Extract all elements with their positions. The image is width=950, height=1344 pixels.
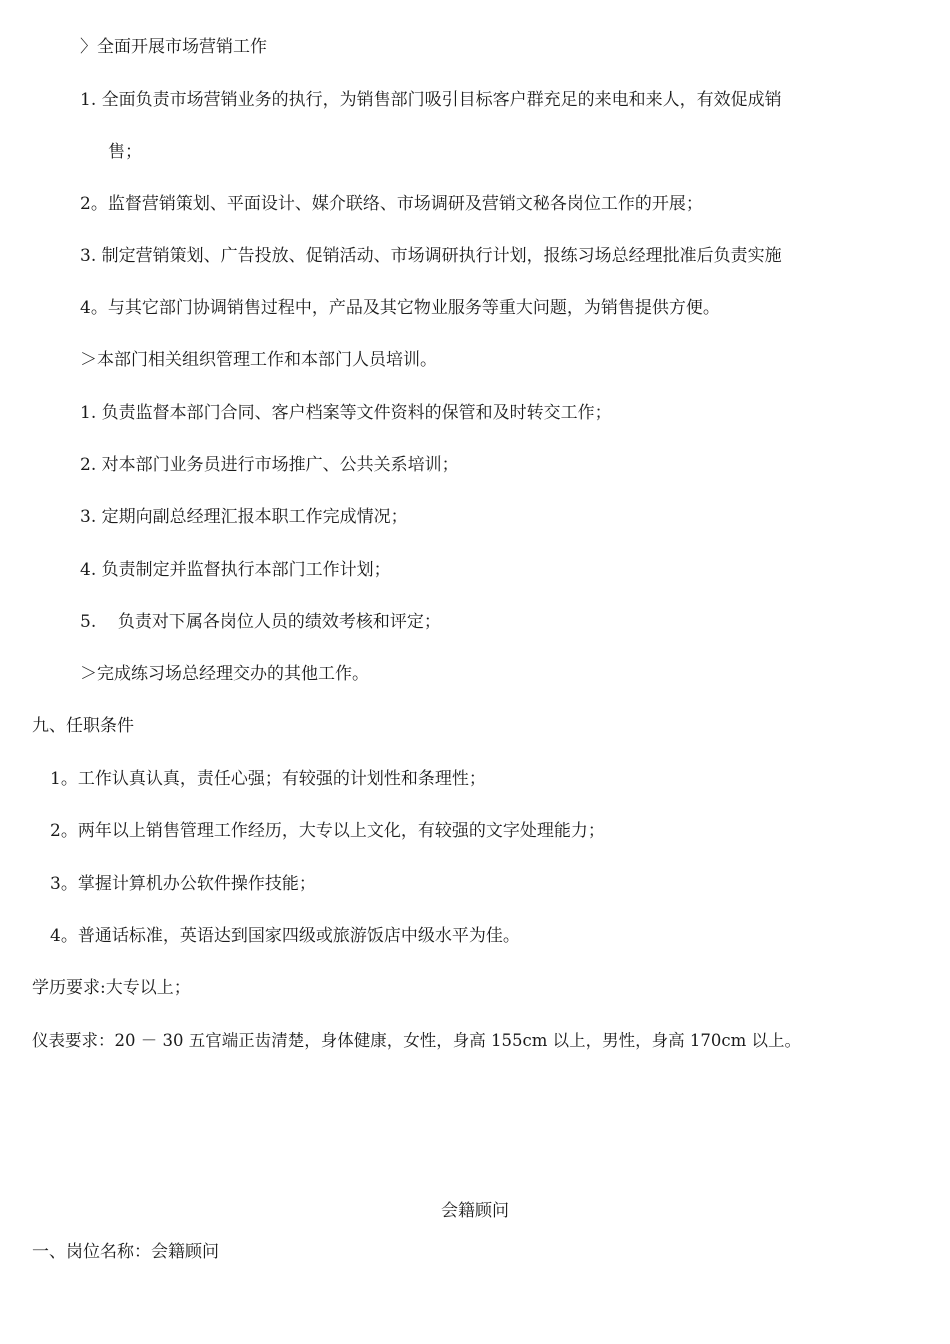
management-heading: ＞本部门相关组织管理工作和本部门人员培训。: [80, 350, 437, 370]
management-item-5: 5. 负责对下属各岗位人员的绩效考核和评定；: [80, 612, 441, 632]
marketing-item-1-cont: 售；: [108, 142, 142, 162]
marketing-item-2: 2。监督营销策划、平面设计、媒介联络、市场调研及营销文秘各岗位工作的开展；: [80, 194, 703, 214]
education-requirement: 学历要求:大专以上；: [32, 978, 191, 998]
position-name: 一、岗位名称：会籍顾问: [32, 1242, 219, 1262]
requirement-item-4: 4。普通话标准，英语达到国家四级或旅游饭店中级水平为佳。: [50, 926, 520, 946]
management-item-4: 4. 负责制定并监督执行本部门工作计划；: [80, 560, 391, 580]
marketing-heading: 〉全面开展市场营销工作: [80, 37, 267, 57]
marketing-item-3: 3. 制定营销策划、广告投放、促销活动、市场调研执行计划，报练习场总经理批准后负责实施: [80, 246, 782, 266]
section-title: 会籍顾问: [441, 1201, 509, 1221]
appearance-requirement: 仪表要求：20 － 30 五官端正齿清楚，身体健康，女性，身高 155cm 以上，男性，身高 170cm 以上。: [32, 1031, 801, 1050]
management-item-2: 2. 对本部门业务员进行市场推广、公共关系培训；: [80, 455, 459, 475]
marketing-item-4: 4。与其它部门协调销售过程中，产品及其它物业服务等重大问题，为销售提供方便。: [80, 298, 720, 318]
requirement-item-2: 2。两年以上销售管理工作经历，大专以上文化，有较强的文字处理能力；: [50, 821, 605, 841]
marketing-item-1: 1. 全面负责市场营销业务的执行，为销售部门吸引目标客户群充足的来电和来人，有效促成销: [80, 90, 782, 110]
other-work-heading: ＞完成练习场总经理交办的其他工作。: [80, 664, 369, 684]
management-item-3: 3. 定期向副总经理汇报本职工作完成情况；: [80, 507, 408, 527]
requirement-item-1: 1。工作认真认真，责任心强；有较强的计划性和条理性；: [50, 769, 486, 789]
requirements-heading: 九、任职条件: [32, 716, 134, 736]
requirement-item-3: 3。掌握计算机办公软件操作技能；: [50, 874, 316, 894]
management-item-1: 1. 负责监督本部门合同、客户档案等文件资料的保管和及时转交工作；: [80, 403, 612, 423]
